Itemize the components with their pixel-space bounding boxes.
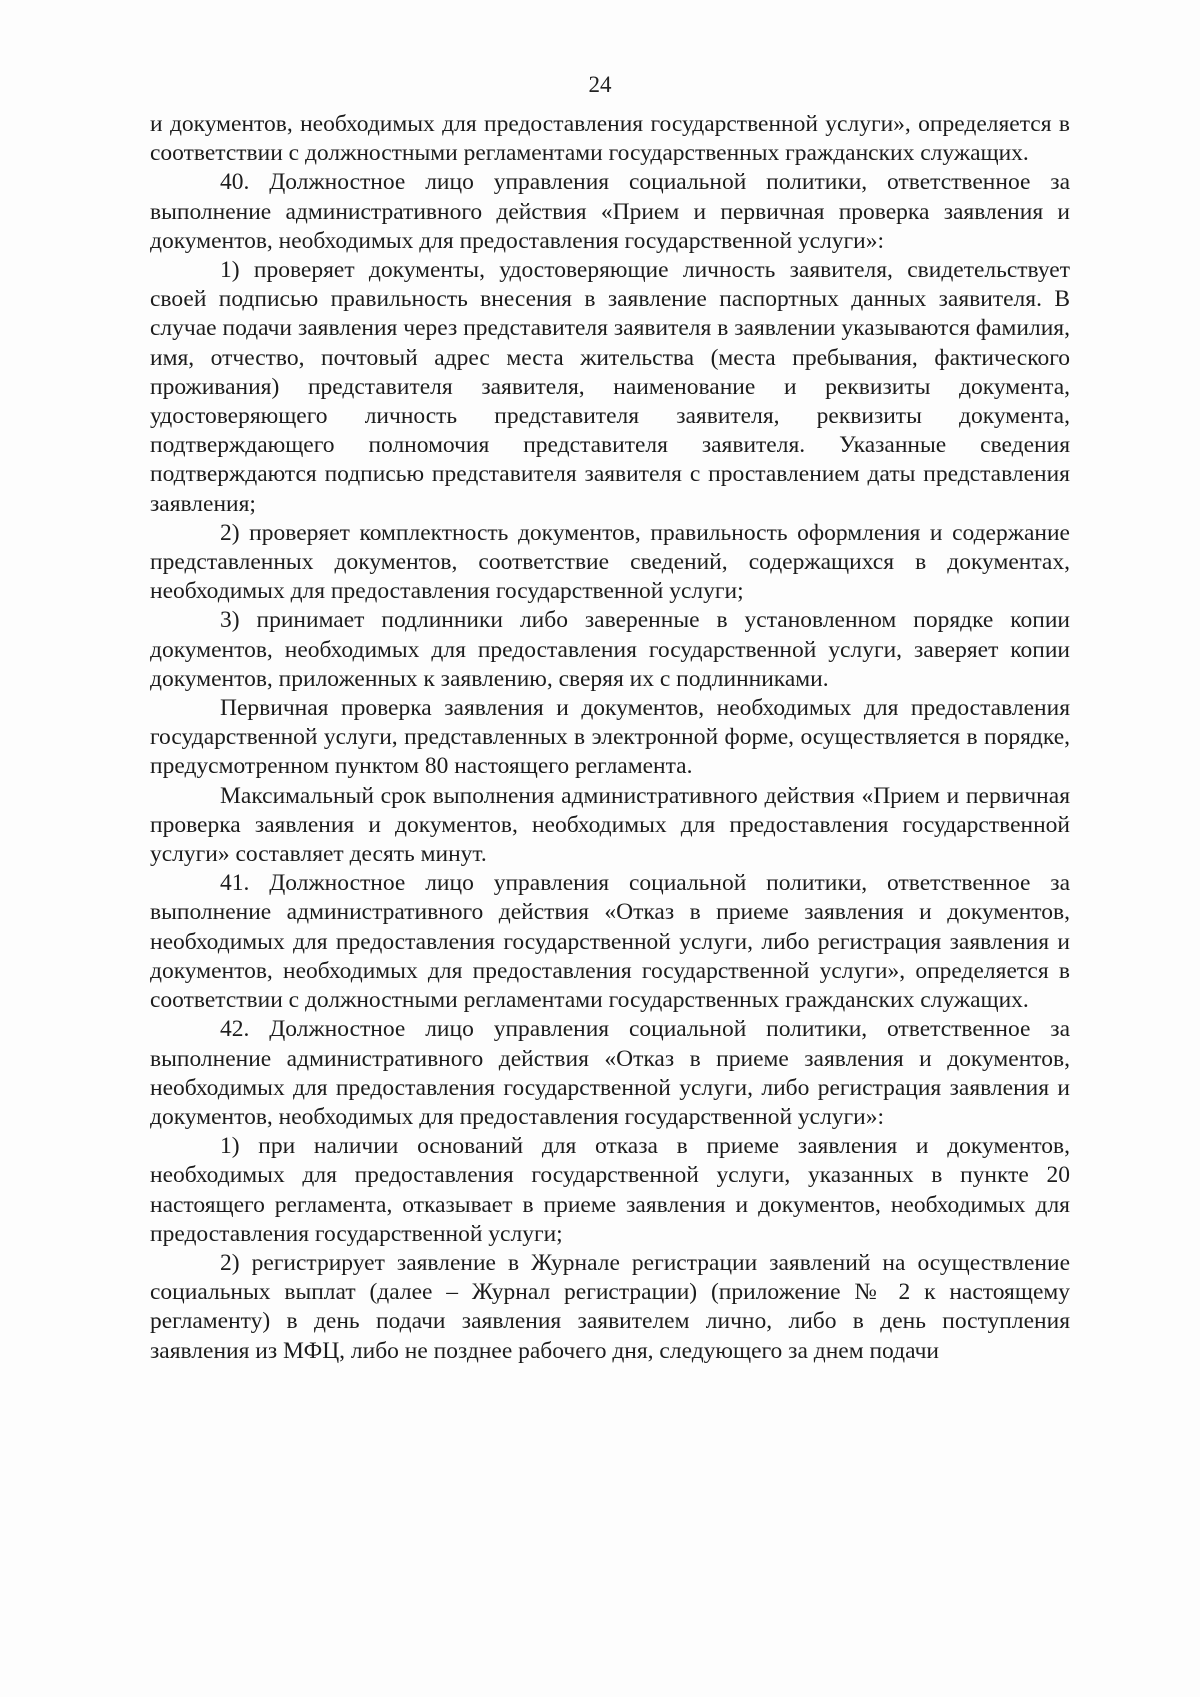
paragraph-subitem-1: 1) при наличии оснований для отказа в приеме заявления и документов, необходимых для предоставления государственной услуги, указанных в пункте 20 настоящего регламента, отказывает в приеме заявления и документов, необходимых для предоставления государственной услуги; — [150, 1133, 1070, 1247]
paragraph: и документов, необходимых для предоставления государственной услуги», определяется в соответствии с должностными регламентами государственных гражданских служащих. — [150, 111, 1070, 167]
paragraph-subitem-2: 2) регистрирует заявление в Журнале регистрации заявлений на осуществление социальных выплат (далее – Журнал регистрации) (приложение № 2 к настоящему регламенту) в день подачи заявления заявителем лично, либо в день поступления заявления из МФЦ, либо не позднее рабочего дня, следующего за днем подачи — [150, 1249, 1070, 1364]
paragraph-subitem-2: 2) проверяет комплектность документов, правильность оформления и содержание представленных документов, соответствие сведений, содержащихся в документах, необходимых для предоставления государственной услуги; — [150, 519, 1070, 605]
paragraph: Первичная проверка заявления и документов, необходимых для предоставления государственной услуги, представленных в электронной форме, осуществляется в порядке, предусмотренном пунктом 80 настоящего регламента. — [150, 695, 1070, 780]
page-number: 24 — [588, 72, 612, 97]
paragraph-item-42: 42. Должностное лицо управления социальной политики, ответственное за выполнение административного действия «Отказ в приеме заявления и документов, необходимых для предоставления государственной услуги, либо регистрация заявления и документов, необходимых для предоставления государственной услуги»: — [150, 1016, 1070, 1130]
paragraph-subitem-1: 1) проверяет документы, удостоверяющие личность заявителя, свидетельствует своей подписью правильность внесения в заявление паспортных данных заявителя. В случае подачи заявления через представителя заявителя в заявлении указываются фамилия, имя, отчество, почтовый адрес места жительства (места пребывания, фактического проживания) представителя заявителя, наименование и реквизиты документа, удостоверяющего личность представителя заявителя, реквизиты документа, подтверждающего полномочия представителя заявителя. Указанные сведения подтверждаются подписью представителя заявителя с проставлением даты представления заявления; — [150, 257, 1070, 517]
paragraph: Максимальный срок выполнения административного действия «Прием и первичная проверка заявления и документов, необходимых для предоставления государственной услуги» составляет десять минут. — [150, 782, 1070, 868]
paragraph-subitem-3: 3) принимает подлинники либо заверенные в установленном порядке копии документов, необходимых для предоставления государственной услуги, заверяет копии документов, приложенных к заявлению, сверяя их с подлинниками. — [150, 607, 1070, 692]
paragraph-item-41: 41. Должностное лицо управления социальной политики, ответственное за выполнение административного действия «Отказ в приеме заявления и документов, необходимых для предоставления государственной услуги, либо регистрация заявления и документов, необходимых для предоставления государственной услуги», определяется в соответствии с должностными регламентами государственных гражданских служащих. — [150, 870, 1070, 1014]
paragraph-item-40: 40. Должностное лицо управления социальной политики, ответственное за выполнение административного действия «Прием и первичная проверка заявления и документов, необходимых для предоставления государственной услуги»: — [150, 169, 1070, 254]
document-body — [150, 110, 1070, 1366]
